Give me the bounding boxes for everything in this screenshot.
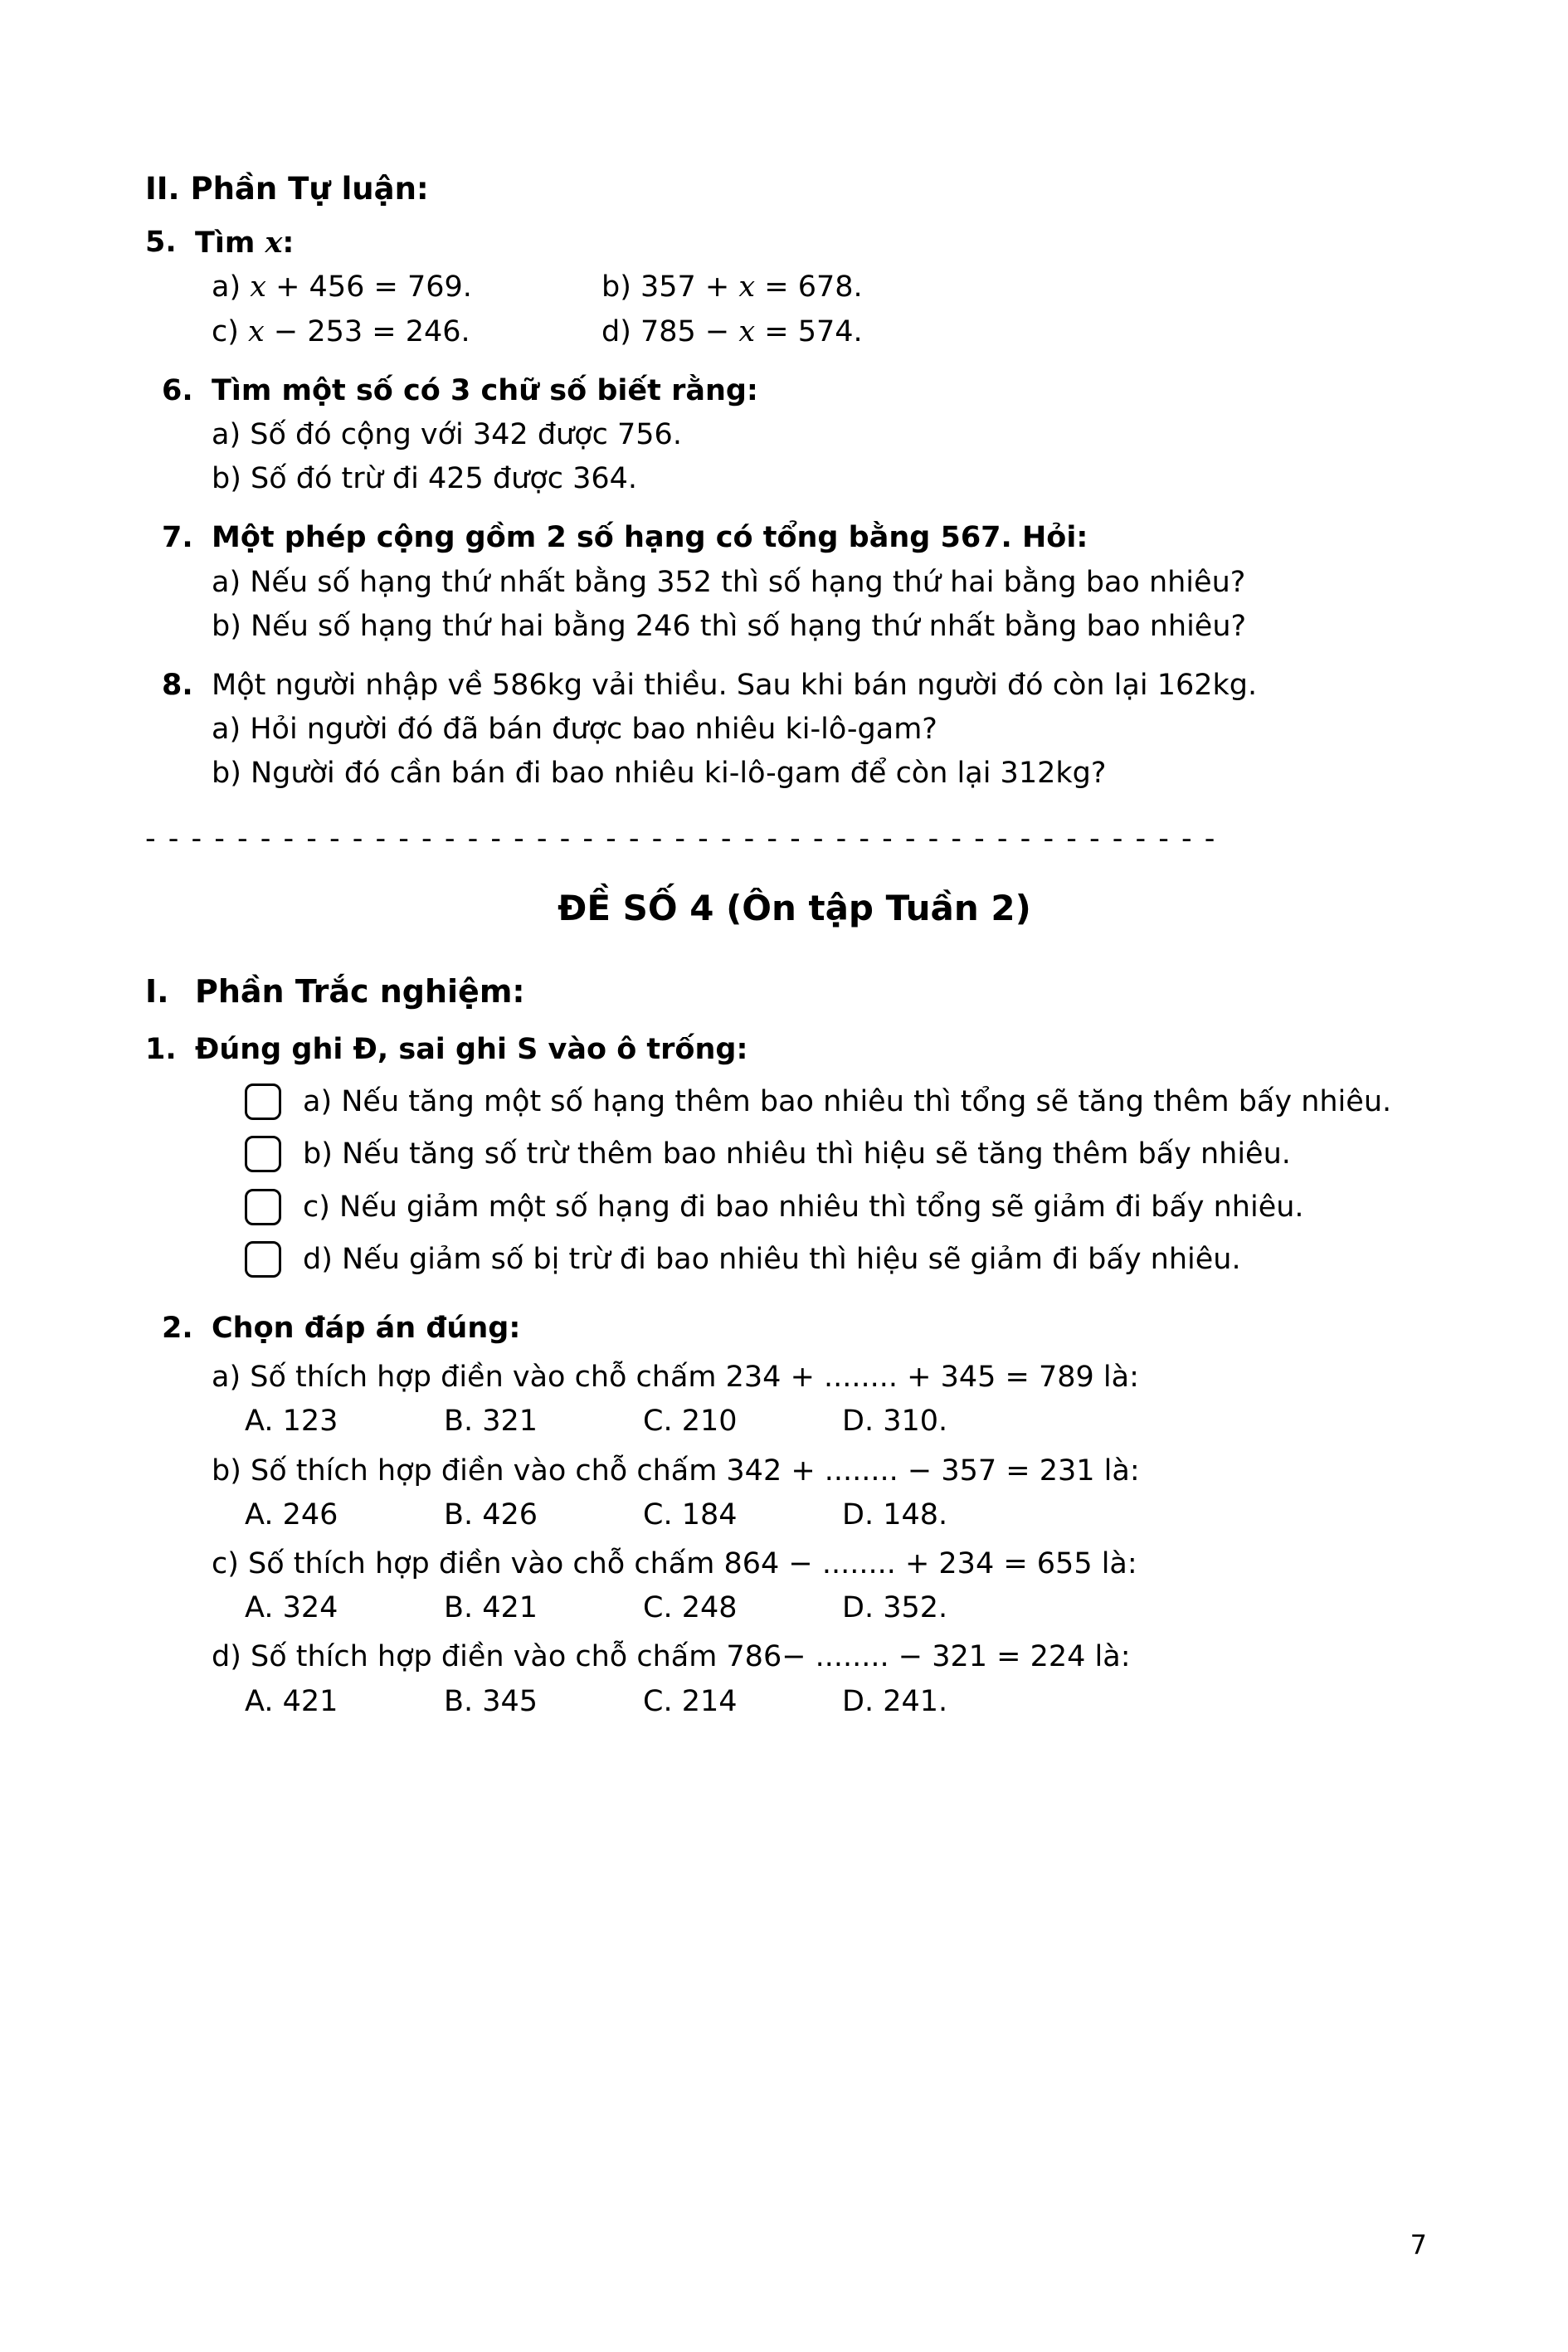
question-5 [145,221,1444,354]
choice-a[interactable]: A. 123 [245,1405,338,1439]
question-7-title: Một phép cộng gồm 2 số hạng có tổng bằng 567. Hỏi: [212,521,1088,555]
de4-question-1-title: Đúng ghi Đ, sai ghi S vào ô trống: [195,1033,748,1067]
question-8-a: a) Hỏi người đó đã bán được bao nhiêu ki-lô-gam? [212,713,937,747]
choice-c[interactable]: C. 210 [643,1405,738,1439]
de4-question-2-number: 2. [162,1312,193,1345]
choice-b[interactable]: B. 421 [444,1591,538,1625]
checkbox-option-d-label: d) Nếu giảm số bị trừ đi bao nhiêu thì hiệu sẽ giảm đi bấy nhiêu. [303,1242,1241,1276]
question-6 [145,369,1444,502]
question-7 [145,516,1444,649]
question-7-title-row [145,516,1444,560]
de4-question-2-item-c [145,1542,1444,1630]
checkbox-icon[interactable] [245,1241,281,1278]
checkbox-option-a-label: a) Nếu tăng một số hạng thêm bao nhiêu thì tổng sẽ tăng thêm bấy nhiêu. [303,1085,1392,1119]
question-8 [145,664,1444,796]
question-8-title-row [145,664,1444,708]
choice-a[interactable]: A. 421 [245,1684,338,1718]
question-7-number: 7. [162,521,193,555]
de4-question-2-title: Chọn đáp án đúng: [212,1312,521,1345]
q5a-post: + 456 = 769. [265,270,472,304]
checkbox-option-a[interactable] [212,1080,1444,1124]
question-8-title: Một người nhập về 586kg vải thiều. Sau khi bán người đó còn lại 162kg. [212,668,1258,702]
q5b-post: = 678. [755,270,863,304]
choice-d[interactable]: D. 352. [842,1591,948,1625]
checkbox-option-b-label: b) Nếu tăng số trừ thêm bao nhiêu thì hiệu sẽ tăng thêm bấy nhiêu. [303,1137,1291,1171]
section-heading-tu-luan: II. Phần Tự luận: [145,171,429,207]
q5b-pre: b) 357 + [601,270,739,304]
question-5-number: 5. [145,226,177,260]
page-number: 7 [1410,2229,1427,2261]
document-body [145,166,1444,1724]
q5b-var: x [738,270,756,304]
choice-b[interactable]: B. 426 [444,1497,538,1531]
question-5-variable: x [265,226,283,261]
question-5-row-ab [212,265,1444,309]
exam-title: ĐỀ SỐ 4 (Ôn tập Tuần 2) [558,888,1031,929]
section-divider: - - - - - - - - - - - - - - - - - - - - - - - - - - - - - - - - - - - - - - - - - - - - - - - [145,822,1217,855]
choice-b[interactable]: B. 321 [444,1405,538,1439]
de4-question-1-title-row [145,1028,1444,1072]
q5c-var: x [248,314,265,348]
answer-choices [245,1586,1444,1630]
choice-a[interactable]: A. 246 [245,1497,338,1531]
question-6-title-row [145,369,1444,413]
q5d-pre: d) 785 − [601,314,739,348]
answer-choices [245,1400,1444,1444]
choice-c[interactable]: C. 248 [643,1591,738,1625]
de4-question-2-title-row [145,1307,1444,1351]
question-6-number: 6. [162,373,193,407]
de4-question-1-number: 1. [145,1033,177,1067]
de4-question-1 [145,1028,1444,1282]
question-7-b: b) Nếu số hạng thứ hai bằng 246 thì số hạng thứ nhất bằng bao nhiêu? [212,609,1247,643]
q5d-var: x [738,314,756,348]
part-1-heading: Phần Trắc nghiệm: [195,973,525,1010]
question-text: a) Số thích hợp điền vào chỗ chấm 234 + ........ + 345 = 789 là: [212,1361,1139,1395]
answer-choices [245,1680,1444,1724]
question-5-title-pre: Tìm [195,226,265,261]
q5a-pre: a) [212,270,251,304]
choice-d[interactable]: D. 241. [842,1684,948,1718]
checkbox-icon[interactable] [245,1136,281,1172]
q5c-pre: c) [212,314,249,348]
de4-question-2-item-a [145,1356,1444,1444]
q5d-post: = 574. [755,314,863,348]
question-5-row-cd [212,310,1444,354]
question-5-title-row [145,221,1444,265]
choice-a[interactable]: A. 324 [245,1591,338,1625]
question-text: b) Số thích hợp điền vào chỗ chấm 342 + ........ − 357 = 231 là: [212,1454,1140,1488]
choice-d[interactable]: D. 310. [842,1405,948,1439]
question-5-d [601,310,863,354]
question-6-title: Tìm một số có 3 chữ số biết rằng: [212,373,758,407]
checkbox-option-d[interactable] [212,1238,1444,1282]
choice-c[interactable]: C. 184 [643,1497,738,1531]
question-text: c) Số thích hợp điền vào chỗ chấm 864 − ........ + 234 = 655 là: [212,1546,1137,1580]
question-8-b: b) Người đó cần bán đi bao nhiêu ki-lô-gam để còn lại 312kg? [212,757,1107,791]
question-5-title [195,221,294,265]
q5c-post: − 253 = 246. [264,314,470,348]
question-text: d) Số thích hợp điền vào chỗ chấm 786− ........ − 321 = 224 là: [212,1640,1131,1674]
question-5-b [601,265,863,309]
section-heading-trac-nghiem [145,968,1444,1016]
question-5-a [212,265,601,309]
checkbox-icon[interactable] [245,1189,281,1225]
question-5-c [212,310,601,354]
part-1-label: I. [145,973,169,1010]
checkbox-option-c-label: c) Nếu giảm một số hạng đi bao nhiêu thì tổng sẽ giảm đi bấy nhiêu. [303,1190,1304,1224]
q5a-var: x [250,270,266,304]
de4-question-2-item-b [145,1449,1444,1537]
question-8-number: 8. [162,668,193,702]
choice-c[interactable]: C. 214 [643,1684,738,1718]
choice-b[interactable]: B. 345 [444,1684,538,1718]
choice-d[interactable]: D. 148. [842,1497,948,1531]
question-7-a: a) Nếu số hạng thứ nhất bằng 352 thì số hạng thứ hai bằng bao nhiêu? [212,565,1246,599]
question-5-title-post: : [282,226,295,261]
checkbox-option-c[interactable] [212,1186,1444,1230]
question-6-a: a) Số đó cộng với 342 được 756. [212,417,682,451]
checkbox-icon[interactable] [245,1083,281,1120]
de4-question-2 [145,1307,1444,1724]
checkbox-option-b[interactable] [212,1132,1444,1176]
question-6-b: b) Số đó trừ đi 425 được 364. [212,462,638,496]
de4-question-2-item-d [145,1635,1444,1723]
answer-choices [245,1493,1444,1537]
